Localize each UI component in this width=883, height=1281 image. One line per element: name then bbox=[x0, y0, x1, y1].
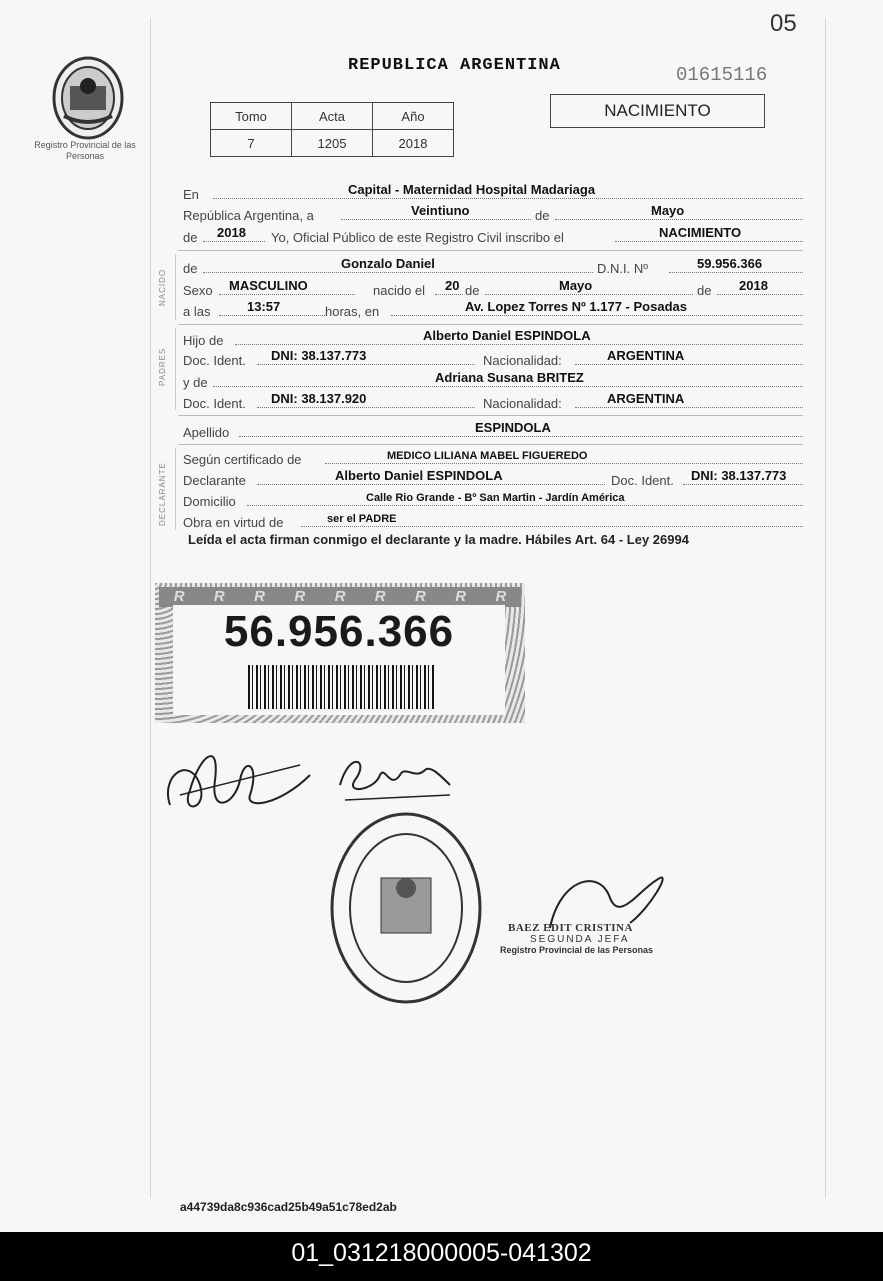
page-number: 05 bbox=[770, 10, 797, 37]
act-type-box: NACIMIENTO bbox=[550, 94, 765, 128]
virtue-value: ser el PADRE bbox=[327, 513, 397, 525]
birth-time-value: 13:57 bbox=[247, 299, 281, 314]
declarant-value: Alberto Daniel ESPINDOLA bbox=[335, 468, 503, 483]
domicile-value: Calle Rio Grande - Bº San Martin - Jardín América bbox=[366, 492, 625, 504]
birth-month-value: Mayo bbox=[559, 278, 593, 293]
field-domicile: Domicilio Calle Rio Grande - Bº San Martin - Jardín América bbox=[183, 489, 803, 509]
field-father-doc: Doc. Ident. DNI: 38.137.773 Nacionalidad: ARGENTINA bbox=[183, 348, 803, 368]
father-name-value: Alberto Daniel ESPINDOLA bbox=[423, 328, 591, 343]
certificate-value: MEDICO LILIANA MABEL FIGUEREDO bbox=[387, 450, 588, 462]
child-name-value: Gonzalo Daniel bbox=[341, 256, 435, 271]
field-surname: Apellido ESPINDOLA bbox=[183, 420, 803, 440]
mother-nationality-value: ARGENTINA bbox=[607, 391, 685, 406]
father-doc-value: DNI: 38.137.773 bbox=[271, 348, 367, 363]
mother-signature-icon bbox=[330, 740, 460, 810]
dni-sticker bbox=[155, 583, 525, 723]
serial-number: 01615116 bbox=[676, 64, 768, 86]
footer-id-bar: 01_031218000005-041302 bbox=[0, 1232, 883, 1281]
left-margin-line bbox=[150, 18, 151, 1198]
field-declarant: Declarante Alberto Daniel ESPINDOLA Doc. Ident. DNI: 38.137.773 bbox=[183, 468, 803, 488]
father-nationality-value: ARGENTINA bbox=[607, 348, 685, 363]
birth-year-value: 2018 bbox=[739, 278, 768, 293]
document-title: REPUBLICA ARGENTINA bbox=[348, 56, 561, 75]
header-acta: Acta bbox=[292, 103, 373, 130]
month-value: Mayo bbox=[651, 203, 685, 218]
field-certificate: Según certificado de MEDICO LILIANA MABEL FIGUEREDO bbox=[183, 447, 803, 467]
father-signature-icon bbox=[160, 735, 320, 825]
document-hash: a44739da8c936cad25b49a51c78ed2ab bbox=[180, 1200, 397, 1214]
logo-caption: Registro Provincial de las Personas bbox=[34, 140, 136, 161]
year-value: 2018 bbox=[217, 225, 246, 240]
value-ano: 2018 bbox=[373, 130, 454, 157]
birth-address-value: Av. Lopez Torres Nº 1.177 - Posadas bbox=[465, 299, 687, 314]
field-sex-birth: Sexo MASCULINO nacido el 20 de Mayo de 2018 bbox=[183, 278, 803, 298]
province-seal-icon bbox=[50, 56, 126, 140]
day-value: Veintiuno bbox=[411, 203, 470, 218]
act-value: NACIMIENTO bbox=[659, 225, 742, 240]
side-label-nacido: NACIDO bbox=[158, 268, 167, 306]
official-block bbox=[490, 922, 690, 955]
official-stamp-icon bbox=[326, 808, 486, 1008]
field-year-act: de 2018 Yo, Oficial Público de este Registro Civil inscribo el NACIMIENTO bbox=[183, 225, 803, 245]
barcode bbox=[248, 665, 436, 709]
sticker-letter-strip: R R R R R R R R R bbox=[159, 587, 521, 607]
field-father: Hijo de Alberto Daniel ESPINDOLA bbox=[183, 328, 803, 348]
field-virtue: Obra en virtud de ser el PADRE bbox=[183, 510, 803, 530]
field-place: En Capital - Maternidad Hospital Madariaga bbox=[183, 182, 803, 202]
right-margin-line bbox=[825, 18, 826, 1198]
header-ano: Año bbox=[373, 103, 454, 130]
surname-value: ESPINDOLA bbox=[475, 420, 551, 435]
registry-table bbox=[210, 102, 454, 157]
place-value: Capital - Maternidad Hospital Madariaga bbox=[348, 182, 596, 197]
official-office: Registro Provincial de las Personas bbox=[500, 945, 654, 955]
birth-day-value: 20 bbox=[445, 278, 460, 293]
side-label-padres: PADRES bbox=[158, 347, 167, 386]
field-mother: y de Adriana Susana BRITEZ bbox=[183, 370, 803, 390]
sex-value: MASCULINO bbox=[229, 278, 308, 293]
side-label-declarante: DECLARANTE bbox=[158, 462, 167, 526]
field-date: República Argentina, a Veintiuno de Mayo bbox=[183, 203, 803, 223]
field-time-place: a las 13:57 horas, en Av. Lopez Torres Nº 1.177 - Posadas bbox=[183, 299, 803, 319]
header-tomo: Tomo bbox=[211, 103, 292, 130]
field-mother-doc: Doc. Ident. DNI: 38.137.920 Nacionalidad: ARGENTINA bbox=[183, 391, 803, 411]
declarant-doc-value: DNI: 38.137.773 bbox=[691, 468, 787, 483]
mother-doc-value: DNI: 38.137.920 bbox=[271, 391, 367, 406]
closing-text: Leída el acta firman conmigo el declarante y la madre. Hábiles Art. 64 - Ley 26994 bbox=[188, 532, 689, 547]
mother-name-value: Adriana Susana BRITEZ bbox=[435, 370, 584, 385]
dni-number: 56.956.366 bbox=[223, 607, 455, 656]
child-dni-value: 59.956.366 bbox=[697, 256, 763, 271]
field-child: de Gonzalo Daniel D.N.I. Nº 59.956.366 bbox=[183, 256, 803, 276]
official-name: BAEZ EDIT CRISTINA bbox=[508, 922, 633, 934]
official-role: SEGUNDA JEFA bbox=[530, 934, 630, 945]
value-acta: 1205 bbox=[292, 130, 373, 157]
value-tomo: 7 bbox=[211, 130, 292, 157]
